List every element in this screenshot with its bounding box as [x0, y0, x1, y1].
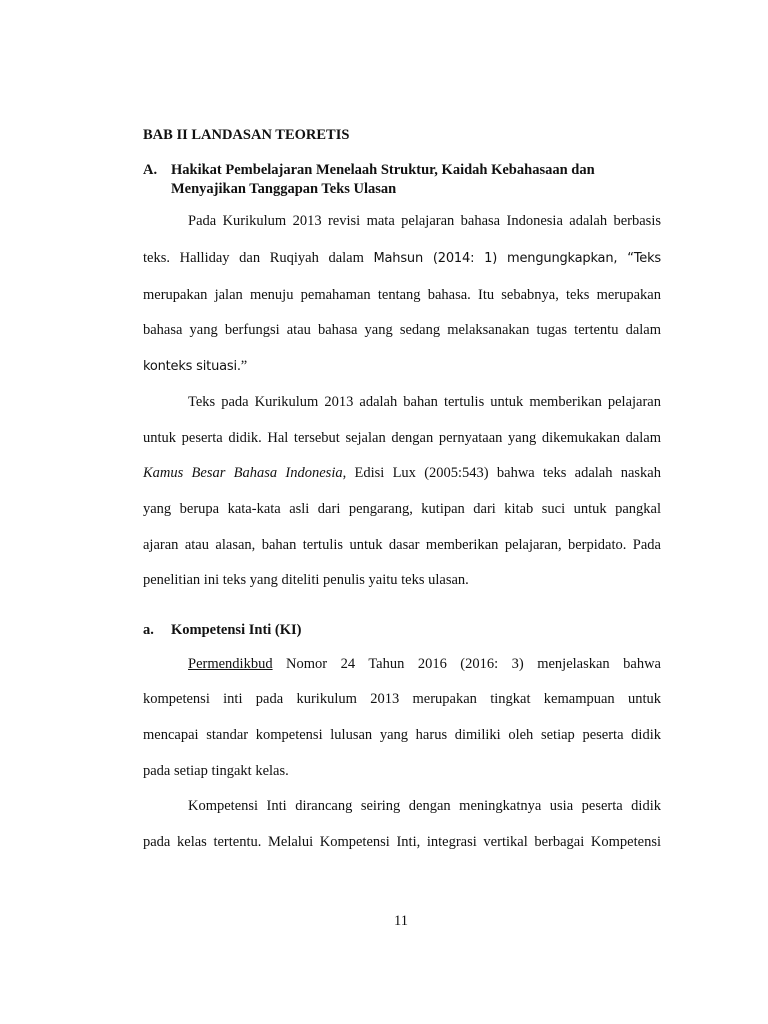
paragraph-2-line-2: untuk peserta didik. Hal tersebut sejalan dengan pernyataan yang dikemukakan dalam [143, 430, 661, 446]
section-a-title-line2: Menyajikan Tanggapan Teks Ulasan [171, 181, 397, 197]
paragraph-2-line-4: yang berupa kata-kata asli dari pengarang, kutipan dari kitab suci untuk pangkal [143, 501, 661, 517]
paragraph-3-line-2: kompetensi inti pada kurikulum 2013 merupakan tingkat kemampuan untuk [143, 691, 661, 707]
paragraph-3-line-3: mencapai standar kompetensi lulusan yang harus dimiliki oleh setiap peserta didik [143, 727, 661, 743]
paragraph-2-line-6: penelitian ini teks yang diteliti penulis yaitu teks ulasan. [143, 572, 469, 588]
paragraph-2-line-1: Teks pada Kurikulum 2013 adalah bahan tertulis untuk memberikan pelajaran [188, 394, 661, 410]
paragraph-3-line-1b: Nomor 24 Tahun 2016 (2016: 3) menjelaskan bahwa [272, 656, 661, 672]
paragraph-4-line-1: Kompetensi Inti dirancang seiring dengan meningkatnya usia peserta didik [188, 798, 661, 814]
paragraph-1-line-5 [143, 358, 661, 375]
paragraph-1-line-3: merupakan jalan menuju pemahaman tentang bahasa. Itu sebabnya, teks merupakan [143, 287, 661, 303]
paragraph-2-line-5: ajaran atau alasan, bahan tertulis untuk dasar memberikan pelajaran, berpidato. Pada [143, 537, 661, 553]
permendikbud-term: Permendikbud [188, 656, 273, 672]
chapter-title: BAB II LANDASAN TEORETIS [143, 127, 350, 143]
section-a-title-line1: Hakikat Pembelajaran Menelaah Struktur, Kaidah Kebahasaan dan [171, 162, 595, 178]
subsection-a-marker: a. [143, 622, 154, 638]
section-a-marker: A. [143, 162, 158, 178]
subsection-a-title: Kompetensi Inti (KI) [171, 622, 302, 638]
page-number: 11 [394, 913, 408, 929]
paragraph-1-line-5a: konteks situasi. [143, 359, 241, 374]
paragraph-4-line-2: pada kelas tertentu. Melalui Kompetensi Inti, integrasi vertikal berbagai Kompetensi [143, 834, 661, 850]
paragraph-2-line-3 [143, 465, 661, 482]
paragraph-3-line-4: pada setiap tingakt kelas. [143, 763, 289, 779]
paragraph-1-line-4: bahasa yang berfungsi atau bahasa yang sedang melaksanakan tugas tertentu dalam [143, 322, 661, 338]
paragraph-3-line-1 [188, 656, 661, 673]
paragraph-1-citation: Mahsun (2014: 1) mengungkapkan, “Teks [373, 251, 661, 266]
paragraph-2-line-3b: , Edisi Lux (2005:543) bahwa teks adalah naskah [342, 465, 661, 481]
paragraph-1-line-5b: ” [240, 358, 248, 374]
kbbi-title: Kamus Besar Bahasa Indonesia [143, 465, 343, 481]
paragraph-1-line-2 [143, 250, 661, 267]
paragraph-1-line-1: Pada Kurikulum 2013 revisi mata pelajaran bahasa Indonesia adalah berbasis [188, 213, 661, 229]
paragraph-1-line-2a: teks. Halliday dan Ruqiyah dalam [143, 250, 374, 266]
